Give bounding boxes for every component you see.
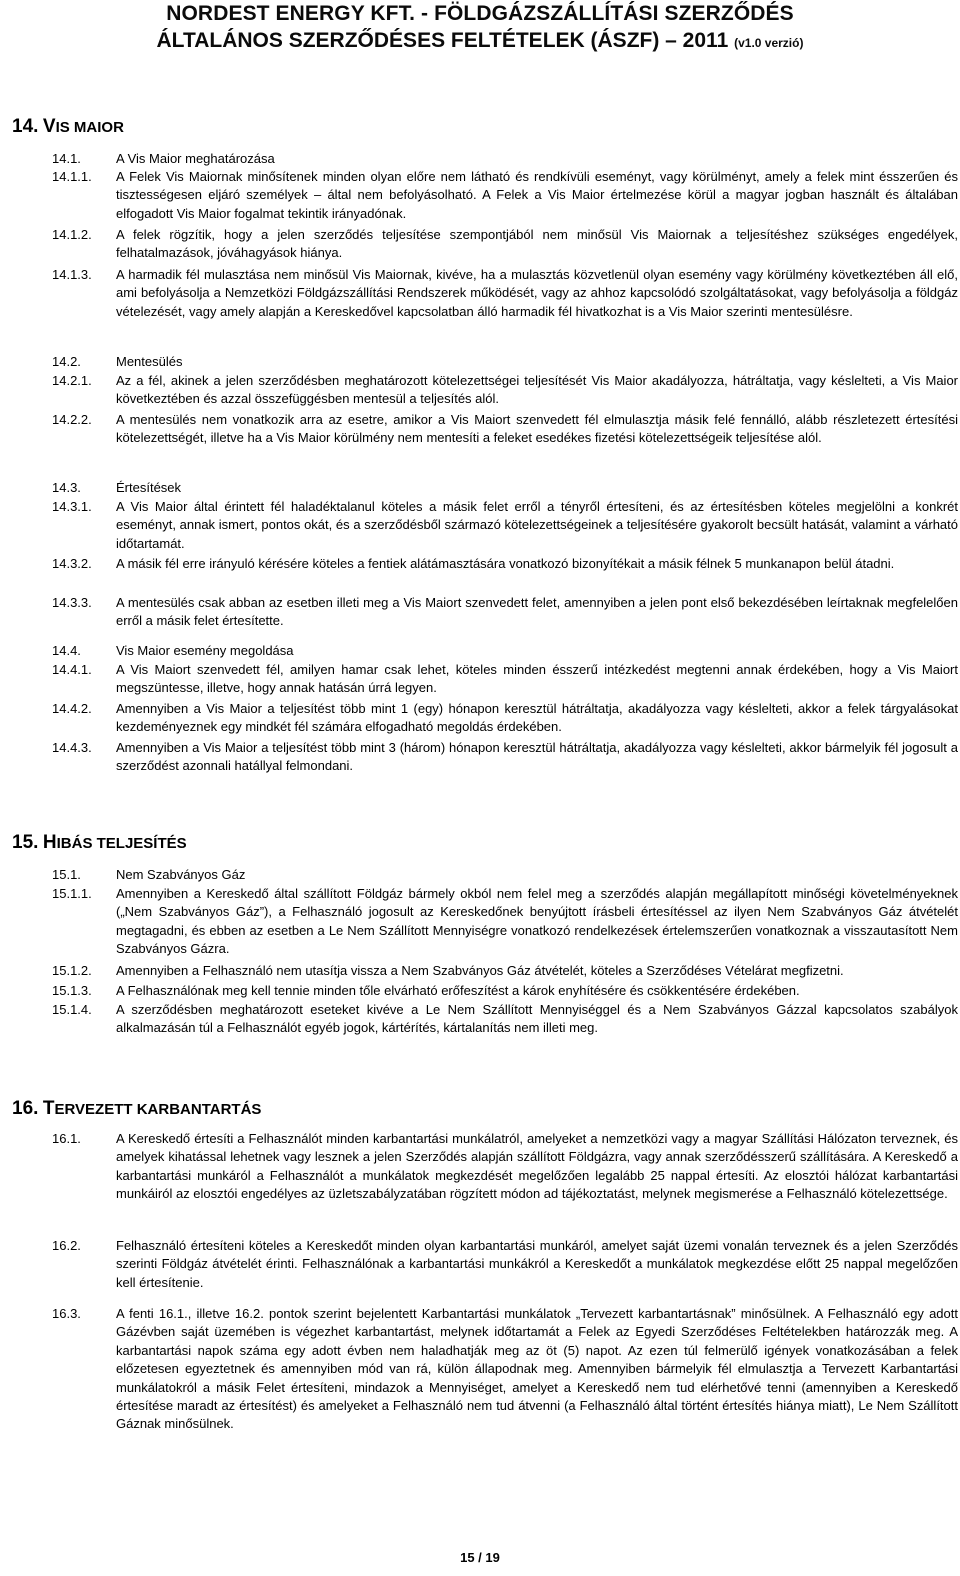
document-header-line2 (0, 29, 960, 53)
clause: 14.1. A Vis Maior meghatározása (52, 151, 275, 166)
clause: 14.4.2. Amennyiben a Vis Maior a teljesítést több mint 1 (egy) hónapon keresztül hátráltatja, akadályozza vagy késlelteti, akkor a felek tárgyalásokat kezdeményeznek egy mindkét fél számára elfogadható megoldás érdekében. (52, 701, 958, 735)
clause: 14.1.1. A Felek Vis Maiornak minősítenek minden olyan előre nem látható és rendkívüli eseményt, vagy körülményt, amely a felek mint ésszerűen és tisztességesen eljáró személyek – által nem befolyásolható. A Felek a Vis Maior értelmezése körül a magyar jogban használt és általában elfogadott Vis Maior fogalmat tekintik irányadónak. (52, 169, 958, 221)
clause: 15.1.3. A Felhasználónak meg kell tennie minden tőle elvárható erőfeszítést a károk enyhítésére és csökkentésére érdekében. (52, 983, 800, 998)
clause: 14.3.1. A Vis Maior által érintett fél haladéktalanul köteles a másik felet erről a tényről értesíteni, és az értesítésben köteles megjelölni a konkrét eseményt, annak ismert, pontos okát, és a szerződésből származó kötelezettségeinek a teljesítésére gyakorolt becsült hatását, valamint a várható időtartamát. (52, 499, 958, 551)
section-heading-14: 14. VIS MAIOR (12, 116, 124, 137)
clause: 14.2. Mentesülés (52, 354, 183, 369)
section-heading-16: 16. TERVEZETT KARBANTARTÁS (12, 1098, 262, 1119)
clause: 14.2.2. A mentesülés nem vonatkozik arra az esetre, amikor a Vis Maiort szenvedett fél elmulasztja másik felé fennálló, alább részletezett értesítési kötelezettségét, illetve ha a Vis Maior körülmény nem mentesíti a feleket esedékes fizetési kötelezettségeik teljesítése alól. (52, 412, 958, 446)
clause: 14.2.1. Az a fél, akinek a jelen szerződésben meghatározott kötelezettségei teljesítését Vis Maior akadályozza, hátráltatja, vagy késlelteti, a Vis Maior következtében és azzal összefüggésben mentesül a teljesítés alól. (52, 373, 958, 407)
clause: 14.1.2. A felek rögzítik, hogy a jelen szerződés teljesítése szempontjából nem minősül Vis Maiornak a teljesítéshez szükséges engedélyek, felhatalmazások, jóváhagyások hiánya. (52, 227, 958, 261)
document-header-line1: NORDEST ENERGY KFT. - FÖLDGÁZSZÁLLÍTÁSI SZERZŐDÉS (166, 2, 794, 25)
clause: 14.1.3. A harmadik fél mulasztása nem minősül Vis Maiornak, kivéve, ha a mulasztás közvetlenül olyan esemény vagy körülmény következtében áll elő, ami befolyásolja a Nemzetközi Földgázszállítási Rendszerek működését, vagy az ahhoz kapcsolódó szolgáltatásokat, vagy befolyásolja a földgáz vételezését, vagy amely alapján a Kereskedővel kapcsolatban álló harmadik fél hivatkozhat is a Vis Maior szerinti mentesülésre. (52, 267, 958, 319)
clause: 15.1. Nem Szabványos Gáz (52, 867, 246, 882)
clause: 14.4.1. A Vis Maiort szenvedett fél, amilyen hamar csak lehet, köteles minden ésszerű intézkedést megtenni annak érdekében, hogy a Vis Maiort megszüntesse, illetve, hogy annak hatásán úrrá legyen. (52, 662, 958, 696)
document-header-title: ÁLTALÁNOS SZERZŐDÉSES FELTÉTELEK (ÁSZF) – 2011 (156, 29, 729, 52)
clause: 15.1.4. A szerződésben meghatározott eseteket kivéve a Le Nem Szállított Mennyiséggel és a Nem Szabványos Gázzal kapcsolatos szabályok alkalmazásán túl a Felhasználót egyéb jogok, kártérítés, kártalanítás nem illeti meg. (52, 1002, 958, 1036)
clause: 15.1.1. Amennyiben a Kereskedő által szállított Földgáz bármely okból nem felel meg a szerződés alapján megállapított minőségi követelményeknek („Nem Szabványos Gáz”), a Felhasználó jogosult az Kereskedőnek benyújtott írásbeli értesítéssel az ilyen Nem Szabványos Gáz átvételét megtagadni, és ebben az esetben a Le Nem Szállított Mennyiségre vonatkozó rendelkezések értelemszerűen vonatkoznak a visszautasított Nem Szabványos Gázra. (52, 886, 958, 957)
page-number: 15 / 19 (460, 1550, 500, 1565)
clause: 14.4.3. Amennyiben a Vis Maior a teljesítést több mint 3 (három) hónapon keresztül hátráltatja, akadályozza vagy késlelteti, akkor bármelyik fél jogosult a szerződést azonnali hatállyal felmondani. (52, 740, 958, 774)
clause: 14.3.2. A másik fél erre irányuló kérésére köteles a fentiek alátámasztására vonatkozó bizonyítékait a másik félnek 5 munkanapon belül átadni. (52, 556, 895, 571)
clause: 14.3. Értesítések (52, 480, 182, 495)
document-version: (v1.0 verzió) (734, 36, 804, 50)
clause: 16.3. A fenti 16.1., illetve 16.2. pontok szerint bejelentett Karbantartási munkálatok „Tervezett karbantartásnak” minősülnek. A Felhasználó egy adott Gázévben saját üzemében is végezhet karbantartást, melynek időtartamát a Felek az Egyedi Szerződéses Feltételekben határozzák meg. A karbantartási napok száma egy adott évben nem haladhatják meg az öt (5) napot. Az ezen túl felmerülő igények vonatkozásában a felek előzetesen egyeztetnek és amennyiben mód van rá, külön állapodnak meg. Amennyiben bármelyik fél elmulasztja a Tervezett Karbantartási munkálatokról a másik Felet értesíteni, mindazok a Mennyiséget, amelyet a Kereskedő nem tud elérhetővé tenni (amennyiben a Kereskedő értesítése maradt az értesítést) és amelyeket a Felhasználó nem tud átvenni (a Felhasználó által történt értesítés hiánya miatt), Le Nem Szállított Gáznak minősülnek. (52, 1306, 958, 1432)
clause: 16.2. Felhasználó értesíteni köteles a Kereskedőt minden olyan karbantartási munkáról, amelyet saját üzemi vonalán terveznek és a jelen Szerződés szerinti Földgáz átvételét érinti. Felhasználónak a karbantartási munkákról a Kereskedőt a munkálatok megkezdése előtt 25 nappal megelőzően kell értesítenie. (52, 1238, 958, 1290)
clause: 16.1. A Kereskedő értesíti a Felhasználót minden karbantartási munkálatról, amelyeket a nemzetközi vagy a magyar Szállítási Hálózaton terveznek, és amelyek kihatással lehetnek vagy lesznek a jelen Szerződés alapján szállított Földgázra, vagy annak szerződésszerű szállítására. A Kereskedő a karbantartási munkáról a Felhasználót a munkálatok megkezdését megelőzően legalább 25 nappal értesíti. Az elosztói hálózat karbantartási munkáiról az elosztói engedélyes az üzletszabályzatában rögzített módon ad tájékoztatást, melynek megismerése a Felhasználó kötelezettsége. (52, 1131, 958, 1202)
clause: 14.4. Vis Maior esemény megoldása (52, 643, 294, 658)
clause: 15.1.2. Amennyiben a Felhasználó nem utasítja vissza a Nem Szabványos Gáz átvételét, köteles a Szerződéses Vételárat megfizetni. (52, 963, 844, 978)
section-heading-15: 15. HIBÁS TELJESÍTÉS (12, 832, 187, 853)
clause: 14.3.3. A mentesülés csak abban az esetben illeti meg a Vis Maiort szenvedett felet, amennyiben a jelen pont első bekezdésében leírtaknak megfelelően erről a másik felet értesítette. (52, 595, 958, 629)
